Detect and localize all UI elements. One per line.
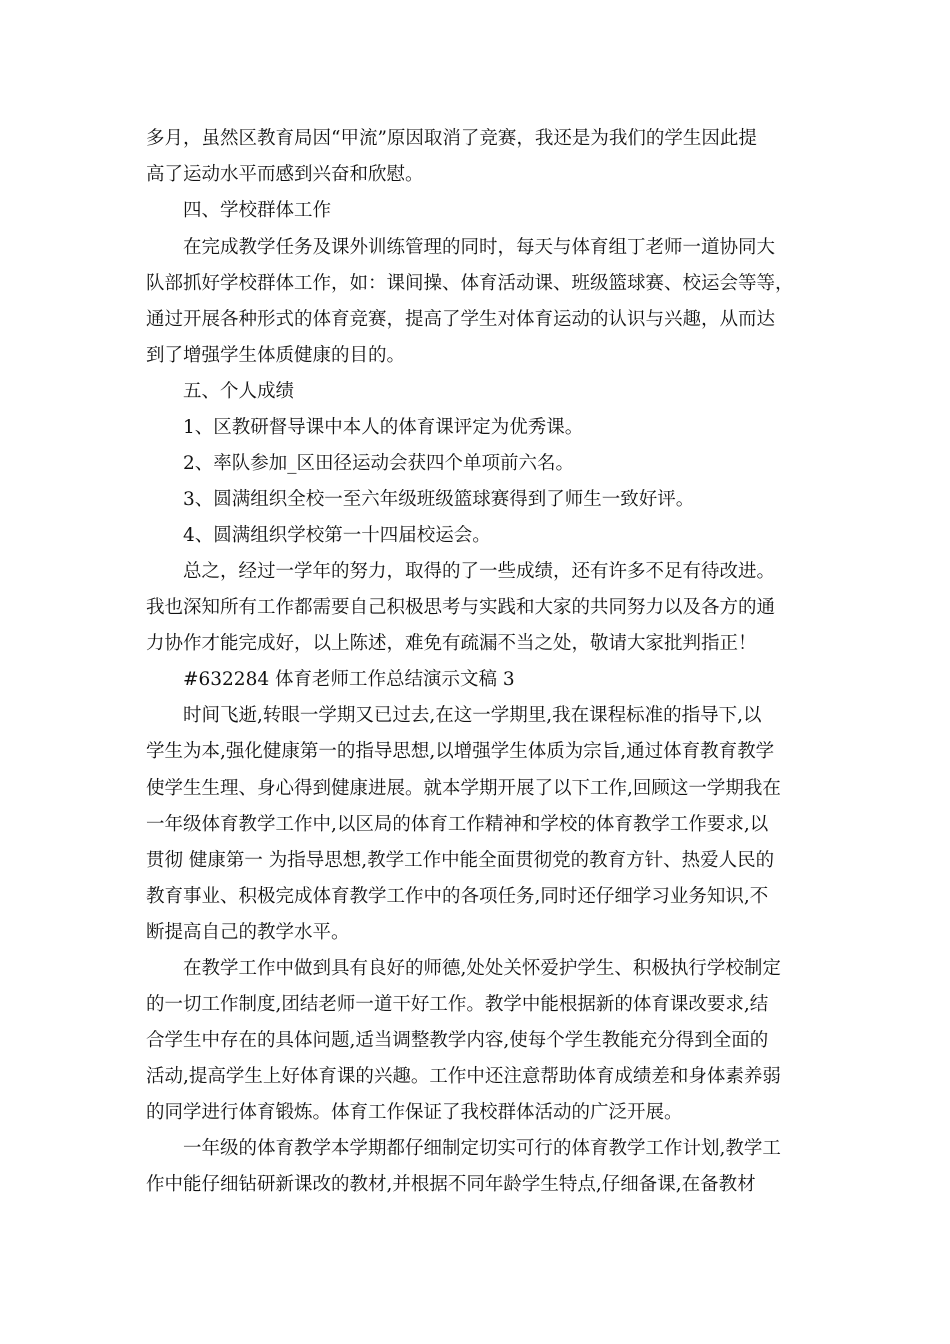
paragraph-line: 力协作才能完成好，以上陈述，难免有疏漏不当之处，敬请大家批判指正！ (146, 633, 757, 654)
paragraph-line: 队部抓好学校群体工作，如：课间操、体育活动课、班级篮球赛、校运会等等， (146, 273, 794, 294)
paragraph-line: 学生为本,强化健康第一的指导思想,以增强学生体质为宗旨,通过体育教育教学 (146, 741, 775, 762)
paragraph-line: 使学生生理、身心得到健康进展。就本学期开展了以下工作,回顾这一学期我在 (146, 778, 781, 799)
paragraph-line: 教育事业、积极完成体育教学工作中的各项任务,同时还仔细学习业务知识,不 (146, 886, 769, 907)
section-heading: 四、学校群体工作 (183, 200, 332, 221)
paragraph-line: 多月，虽然区教育局因“甲流”原因取消了竞赛，我还是为我们的学生因此提 (146, 128, 757, 149)
paragraph-line: 的一切工作制度,团结老师一道干好工作。教学中能根据新的体育课改要求,结 (146, 994, 769, 1015)
paragraph-line: 作中能仔细钻研新课改的教材,并根据不同年龄学生特点,仔细备课,在备教材 (146, 1174, 756, 1195)
section-heading: 五、个人成绩 (183, 381, 295, 402)
paragraph-line: 通过开展各种形式的体育竞赛，提高了学生对体育运动的认识与兴趣，从而达 (146, 309, 776, 330)
paragraph-line: 活动,提高学生上好体育课的兴趣。工作中还注意帮助体育成绩差和身体素养弱 (146, 1066, 781, 1087)
paragraph-line: 我也深知所有工作都需要自己积极思考与实践和大家的共同努力以及各方的通 (146, 597, 776, 618)
paragraph-line: 的同学进行体育锻炼。体育工作保证了我校群体活动的广泛开展。 (146, 1102, 683, 1123)
paragraph-line: 合学生中存在的具体问题,适当调整教学内容,使每个学生教能充分得到全面的 (146, 1030, 769, 1051)
paragraph-line: 在教学工作中做到具有良好的师德,处处关怀爱护学生、积极执行学校制定 (183, 958, 781, 979)
list-item: 1、区教研督导课中本人的体育课评定为优秀课。 (183, 417, 584, 438)
paragraph-line: 一年级体育教学工作中,以区局的体育工作精神和学校的体育教学工作要求,以 (146, 814, 769, 835)
list-item: 3、圆满组织全校一至六年级班级篮球赛得到了师生一致好评。 (183, 489, 695, 510)
list-item: 4、圆满组织学校第一十四届校运会。 (183, 525, 491, 546)
paragraph-line: 高了运动水平而感到兴奋和欣慰。 (146, 164, 424, 185)
document-title: #632284 体育老师工作总结演示文稿 3 (183, 669, 515, 690)
paragraph-line: 总之，经过一学年的努力，取得的了一些成绩，还有许多不足有待改进。 (183, 561, 776, 582)
paragraph-line: 贯彻 健康第一 为指导思想,教学工作中能全面贯彻党的教育方针、热爱人民的 (146, 850, 775, 871)
paragraph-line: 在完成教学任务及课外训练管理的同时，每天与体育组丁老师一道协同大 (183, 237, 776, 258)
paragraph-line: 时间飞逝,转眼一学期又已过去,在这一学期里,我在课程标准的指导下,以 (183, 705, 762, 726)
list-item: 2、率队参加_区田径运动会获四个单项前六名。 (183, 453, 575, 474)
paragraph-line: 断提高自己的教学水平。 (146, 922, 350, 943)
paragraph-line: 到了增强学生体质健康的目的。 (146, 345, 406, 366)
paragraph-line: 一年级的体育教学本学期都仔细制定切实可行的体育教学工作计划,教学工 (183, 1138, 781, 1159)
